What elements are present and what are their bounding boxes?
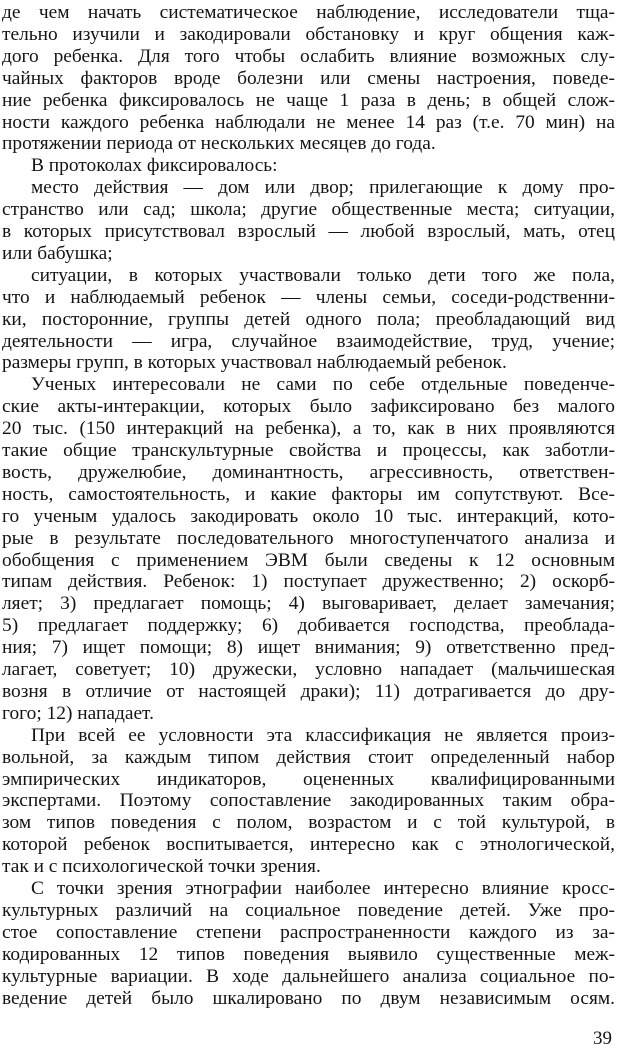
text-line-9: место действия — дом или двор; прилегающие к дому про-: [31, 177, 615, 199]
text-line-27: типам действия. Ребенок: 1) поступает дружественно; 2) оскорб-: [2, 571, 615, 593]
text-line-44: кодированных 12 типов поведения выявило существенные меж-: [2, 943, 615, 965]
text-line-21: такие общие транскультурные свойства и процессы, как заботли-: [2, 440, 615, 461]
text-line-8: В протоколах фиксировалось:: [31, 155, 278, 177]
text-line-12: или бабушка;: [2, 242, 113, 264]
text-line-37: экспертами. Поэтому сопоставление закодированных таким обра-: [2, 790, 615, 812]
text-line-2: тельно изучили и закодировали обстановку и круг общения каж-: [2, 23, 615, 45]
text-line-6: ности каждого ребенка наблюдали не менее 14 раз (т.е. 70 мин) на: [2, 111, 615, 133]
text-line-42: культурных различий на социальное поведение детей. Уже про-: [2, 899, 615, 921]
text-line-46: ведение детей было шкалировано по двум независимым осям.: [2, 987, 615, 1009]
text-line-13: ситуации, в которых участвовали только дети того же пола,: [31, 264, 615, 286]
text-line-11: в которых присутствовал взрослый — любой взрослый, мать, отец: [2, 221, 615, 242]
text-line-16: деятельности — игра, случайное взаимодействие, труд, учение;: [2, 330, 615, 352]
text-line-15: ки, посторонние, группы детей одного пола; преобладающий вид: [2, 308, 615, 330]
text-line-23: ность, самостоятельность, и какие факторы им сопутствуют. Все-: [2, 483, 615, 505]
text-line-45: культурные вариации. В ходе дальнейшего анализа социальное по-: [2, 965, 615, 987]
text-line-31: лагает, советует; 10) дружески, условно нападает (мальчишеская: [2, 659, 615, 680]
text-line-22: вость, дружелюбие, доминантность, агрессивность, ответствен-: [2, 461, 615, 483]
text-line-5: ние ребенка фиксировалось не чаще 1 раза в день; в общей слож-: [2, 89, 615, 111]
text-line-29: 5) предлагает поддержку; 6) добивается господства, преоблада-: [2, 615, 615, 637]
text-line-26: обобщения с применением ЭВМ были сведены к 12 основным: [2, 549, 615, 571]
text-line-18: Ученых интересовали не сами по себе отдельные поведенче-: [31, 374, 615, 396]
text-line-20: 20 тыс. (150 интеракций на ребенка), а то, как в них проявляются: [2, 418, 615, 440]
text-line-17: размеры групп, в которых участвовал наблюдаемый ребенок.: [2, 352, 507, 374]
text-line-4: чайных факторов вроде болезни или смены настроения, поведе-: [2, 67, 615, 89]
text-line-40: так и с психологической точки зрения.: [2, 856, 321, 878]
page-number: 39: [593, 1028, 612, 1049]
text-line-14: что и наблюдаемый ребенок — члены семьи, соседи-родственни-: [2, 286, 615, 308]
text-line-3: дого ребенка. Для того чтобы ослабить влияние возможных слу-: [2, 45, 615, 67]
text-line-38: зом типов поведения с полом, возрастом и с той культурой, в: [2, 812, 615, 834]
text-line-34: При всей ее условности эта классификация не является произ-: [31, 724, 615, 746]
text-line-19: ские акты-интеракции, которых было зафиксировано без малого: [2, 396, 615, 418]
text-line-39: которой ребенок воспитывается, интересно как с этнологической,: [2, 834, 615, 856]
text-line-24: го ученым удалось закодировать около 10 тыс. интеракций, кото-: [2, 505, 615, 527]
text-line-33: гого; 12) нападает.: [2, 702, 154, 724]
text-line-28: ляет; 3) предлагает помощь; 4) выговаривает, делает замечания;: [2, 593, 615, 615]
text-line-1: де чем начать систематическое наблюдение, исследователи тща-: [2, 2, 615, 23]
text-line-7: протяжении периода от нескольких месяцев до года.: [2, 133, 436, 155]
text-line-30: ния; 7) ищет помощи; 8) ищет внимания; 9) ответственно пред-: [2, 637, 615, 659]
text-line-32: возня в отличие от настоящей драки); 11) дотрагивается до дру-: [2, 680, 615, 702]
text-line-25: рые в результате последовательного многоступенчатого анализа и: [2, 527, 615, 549]
text-line-43: стое сопоставление степени распространенности каждого из за-: [2, 921, 615, 943]
text-line-41: С точки зрения этнографии наиболее интересно влияние кросс-: [31, 878, 615, 899]
text-line-36: эмпирических индикаторов, оцененных квалифицированными: [2, 768, 615, 790]
text-line-10: странство или сад; школа; другие общественные места; ситуации,: [2, 199, 615, 221]
text-line-35: вольной, за каждым типом действия стоит определенный набор: [2, 746, 615, 768]
